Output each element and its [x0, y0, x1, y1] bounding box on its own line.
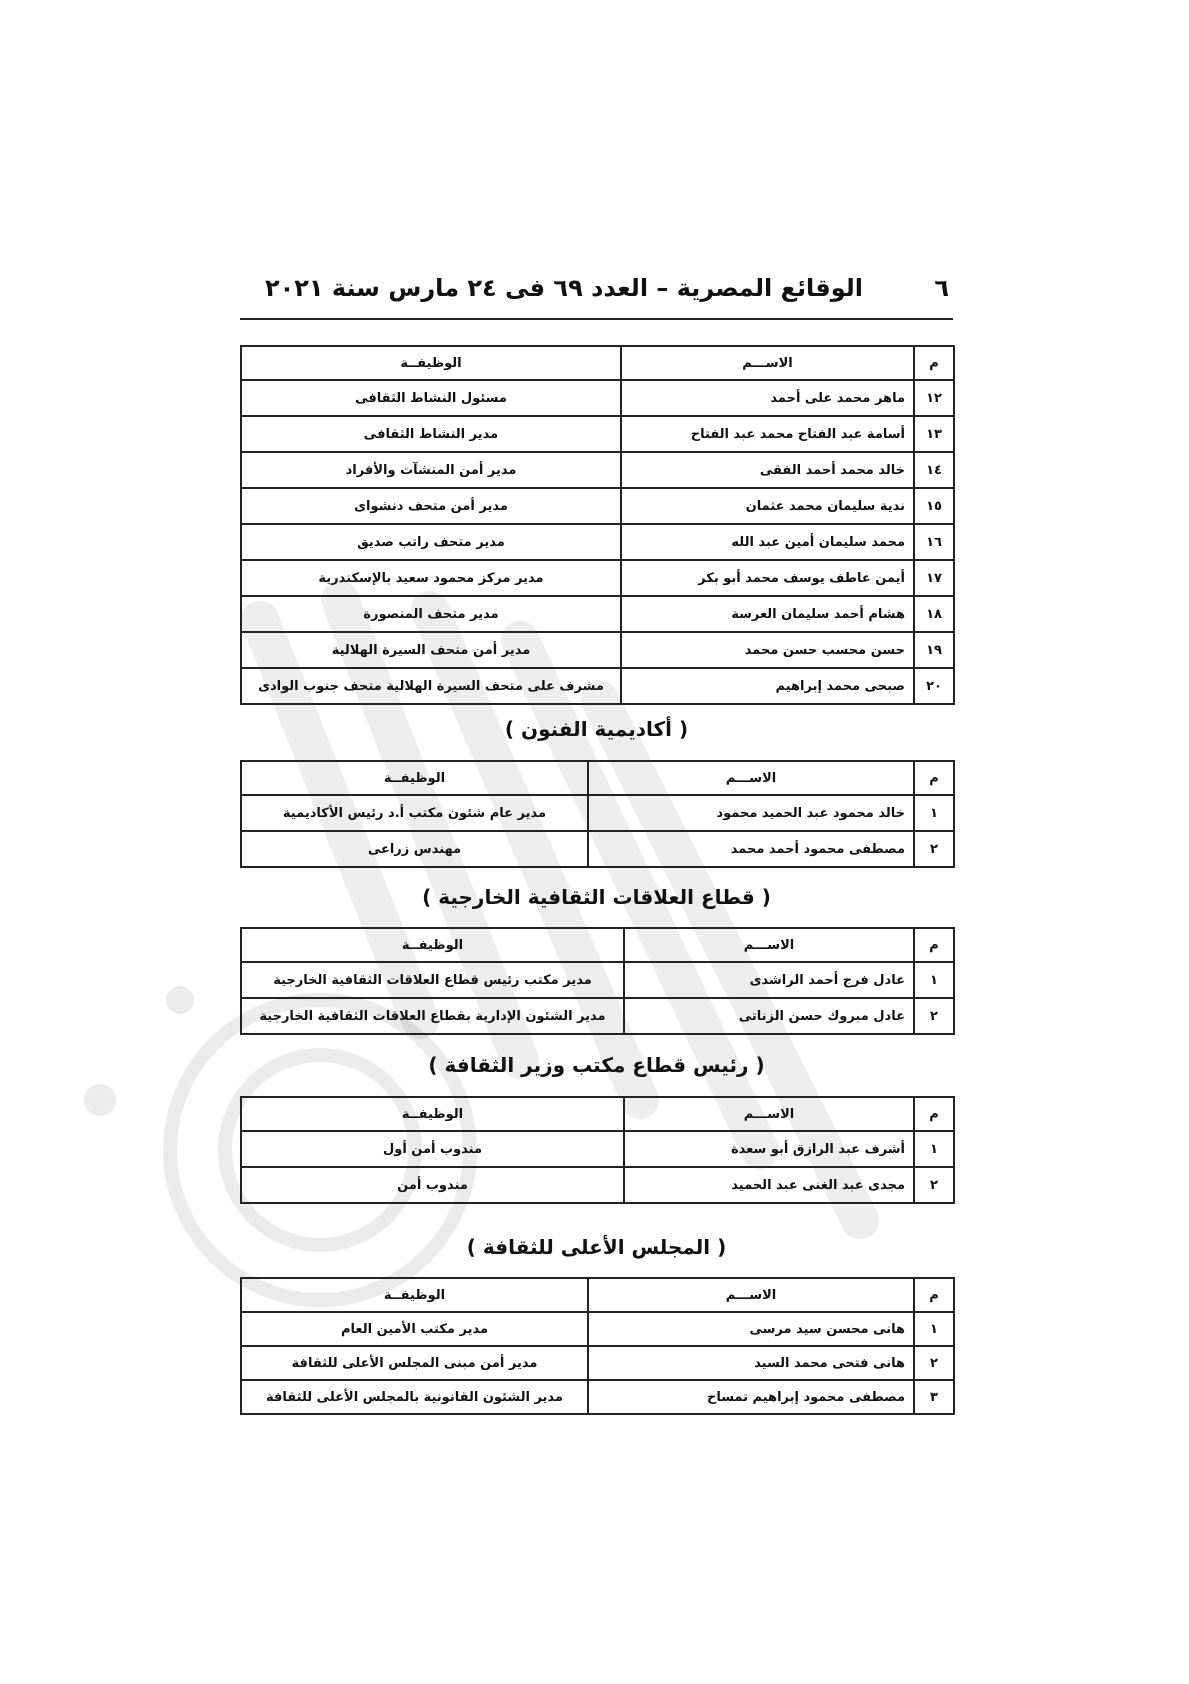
- row-job: مدير متحف راتب صديق: [241, 524, 621, 560]
- row-job: مدير أمن متحف السيرة الهلالية: [241, 632, 621, 668]
- gazette-title: الوقائع المصرية – العدد ٦٩ فى ٢٤ مارس سنة ٢٠٢١: [264, 274, 863, 302]
- table-header-row: [241, 928, 954, 962]
- table-row: [241, 632, 954, 668]
- col-header-job: الوظيفــة: [241, 761, 588, 795]
- row-number: ٢: [914, 831, 954, 867]
- row-name: هانى فتحى محمد السيد: [588, 1346, 914, 1380]
- table-row: [241, 1131, 954, 1167]
- table-header-row: [241, 1278, 954, 1312]
- section-heading-supreme-council: ( المجلس الأعلى للثقافة ): [466, 1235, 727, 1259]
- row-name: خالد محمود عبد الحميد محمود: [588, 795, 914, 831]
- col-header-name: الاســـم: [588, 761, 914, 795]
- row-job: مهندس زراعى: [241, 831, 588, 867]
- table-row: [241, 668, 954, 704]
- table-row: [241, 380, 954, 416]
- col-header-num: م: [914, 1278, 954, 1312]
- row-name: مصطفى محمود أحمد محمد: [588, 831, 914, 867]
- table-row: [241, 795, 954, 831]
- col-header-num: م: [914, 761, 954, 795]
- row-name: ندية سليمان محمد عثمان: [621, 488, 914, 524]
- row-name: خالد محمد أحمد الفقى: [621, 452, 914, 488]
- table-row: [241, 560, 954, 596]
- row-job: مدير الشئون القانونية بالمجلس الأعلى للثقافة: [241, 1380, 588, 1414]
- row-name: حسن محسب حسن محمد: [621, 632, 914, 668]
- row-number: ١٤: [914, 452, 954, 488]
- table-arts-academy: [240, 760, 955, 868]
- row-name: مصطفى محمود إبراهيم تمساح: [588, 1380, 914, 1414]
- col-header-job: الوظيفــة: [241, 1278, 588, 1312]
- row-name: مجدى عبد الغنى عبد الحميد: [624, 1167, 914, 1203]
- row-name: محمد سليمان أمين عبد الله: [621, 524, 914, 560]
- section-heading-arts-academy: ( أكاديمية الفنون ): [504, 717, 689, 741]
- col-header-job: الوظيفــة: [241, 1097, 624, 1131]
- row-number: ١٨: [914, 596, 954, 632]
- table-minister-office: [240, 1096, 955, 1204]
- section-heading-minister-office: ( رئيس قطاع مكتب وزير الثقافة ): [428, 1053, 765, 1077]
- page-header: [240, 274, 953, 320]
- row-job: مدير أمن مبنى المجلس الأعلى للثقافة: [241, 1346, 588, 1380]
- row-job: مشرف على متحف السيرة الهلالية متحف جنوب الوادى: [241, 668, 621, 704]
- row-number: ١: [914, 962, 954, 998]
- table-header-row: [241, 346, 954, 380]
- row-name: هانى محسن سيد مرسى: [588, 1312, 914, 1346]
- table-row: [241, 1167, 954, 1203]
- row-number: ١: [914, 795, 954, 831]
- row-name: أيمن عاطف يوسف محمد أبو بكر: [621, 560, 914, 596]
- row-job: مدير الشئون الإدارية بقطاع العلاقات الثقافية الخارجية: [241, 998, 624, 1034]
- col-header-num: م: [914, 928, 954, 962]
- table-row: [241, 962, 954, 998]
- row-name: هشام أحمد سليمان العرسة: [621, 596, 914, 632]
- row-name: عادل مبروك حسن الزناتى: [624, 998, 914, 1034]
- row-job: مدير مكتب رئيس قطاع العلاقات الثقافية الخارجية: [241, 962, 624, 998]
- table-row: [241, 1312, 954, 1346]
- col-header-job: الوظيفــة: [241, 346, 621, 380]
- table-staff-main: [240, 345, 955, 705]
- table-row: [241, 452, 954, 488]
- row-number: ١٥: [914, 488, 954, 524]
- row-name: صبحى محمد إبراهيم: [621, 668, 914, 704]
- col-header-name: الاســـم: [624, 928, 914, 962]
- row-job: مدير أمن متحف دنشواى: [241, 488, 621, 524]
- row-number: ١٦: [914, 524, 954, 560]
- row-job: مدير النشاط الثقافى: [241, 416, 621, 452]
- row-name: أسامة عبد الفتاح محمد عبد الفتاح: [621, 416, 914, 452]
- row-number: ١٧: [914, 560, 954, 596]
- row-job: مدير مكتب الأمين العام: [241, 1312, 588, 1346]
- row-number: ١٣: [914, 416, 954, 452]
- row-name: عادل فرج أحمد الراشدى: [624, 962, 914, 998]
- row-job: مدير عام شئون مكتب أ.د رئيس الأكاديمية: [241, 795, 588, 831]
- table-row: [241, 524, 954, 560]
- row-number: ١: [914, 1312, 954, 1346]
- table-header-row: [241, 1097, 954, 1131]
- table-supreme-council: [240, 1277, 955, 1415]
- row-number: ١: [914, 1131, 954, 1167]
- col-header-num: م: [914, 1097, 954, 1131]
- row-number: ٢: [914, 998, 954, 1034]
- row-number: ٢: [914, 1167, 954, 1203]
- row-name: أشرف عبد الرازق أبو سعدة: [624, 1131, 914, 1167]
- col-header-name: الاســـم: [588, 1278, 914, 1312]
- row-number: ٢: [914, 1346, 954, 1380]
- row-job: مدير أمن المنشآت والأفراد: [241, 452, 621, 488]
- table-row: [241, 596, 954, 632]
- table-header-row: [241, 761, 954, 795]
- col-header-job: الوظيفــة: [241, 928, 624, 962]
- row-number: ٢٠: [914, 668, 954, 704]
- table-row: [241, 998, 954, 1034]
- row-number: ١٩: [914, 632, 954, 668]
- table-row: [241, 831, 954, 867]
- row-job: مدير متحف المنصورة: [241, 596, 621, 632]
- page-number: ٦: [934, 274, 949, 302]
- row-job: مدير مركز محمود سعيد بالإسكندرية: [241, 560, 621, 596]
- col-header-name: الاســـم: [624, 1097, 914, 1131]
- table-cultural-relations: [240, 927, 955, 1035]
- table-row: [241, 1380, 954, 1414]
- row-number: ١٢: [914, 380, 954, 416]
- section-heading-cultural-relations: ( قطاع العلاقات الثقافية الخارجية ): [422, 885, 771, 909]
- table-row: [241, 488, 954, 524]
- col-header-num: م: [914, 346, 954, 380]
- row-name: ماهر محمد على أحمد: [621, 380, 914, 416]
- row-number: ٣: [914, 1380, 954, 1414]
- col-header-name: الاســـم: [621, 346, 914, 380]
- table-row: [241, 1346, 954, 1380]
- row-job: مندوب أمن أول: [241, 1131, 624, 1167]
- row-job: مندوب أمن: [241, 1167, 624, 1203]
- table-row: [241, 416, 954, 452]
- row-job: مسئول النشاط الثقافى: [241, 380, 621, 416]
